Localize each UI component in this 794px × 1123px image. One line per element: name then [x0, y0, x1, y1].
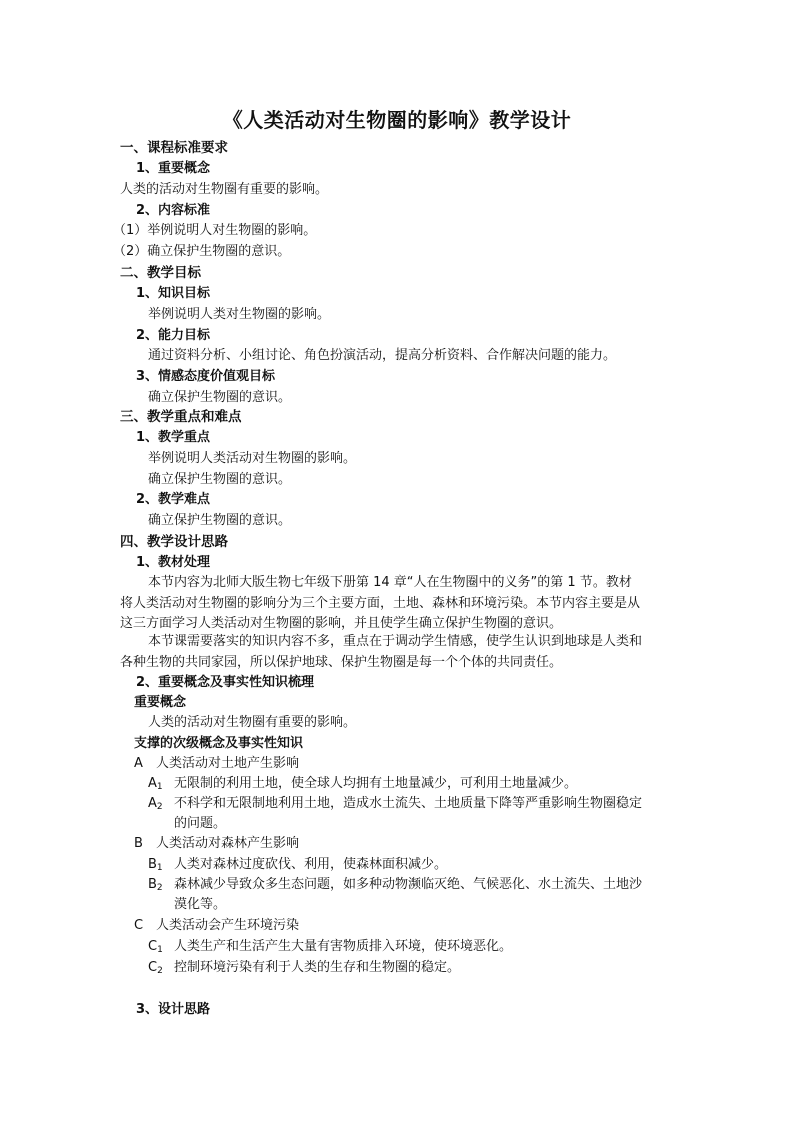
subheading-concepts: 2、重要概念及事实性知识梳理	[136, 675, 315, 690]
concept-c2: $C_2$ 控制环境污染有利于人类的生存和生物圈的稳定。	[148, 960, 461, 976]
subheading-attitude: 3、情感态度价值观目标	[136, 369, 276, 384]
body-text: 通过资料分析、小组讨论、角色扮演活动，提高分析资料、合作解决问题的能力。	[148, 348, 617, 363]
subheading-key-point: 1、教学重点	[136, 430, 211, 445]
subheading-core-concept: 1、重要概念	[136, 161, 211, 176]
subheading-design-idea: 3、设计思路	[136, 1002, 211, 1017]
concept-a: A 人类活动对土地产生影响	[134, 756, 300, 771]
concept-b2-continued: 漠化等。	[174, 897, 227, 912]
subheading-content-standard: 2、内容标准	[136, 203, 211, 218]
concept-b2: $B_2$ 森林减少导致众多生态问题，如多种动物濒临灭绝、气候恶化、水土流失、土地沙	[148, 877, 643, 893]
concept-a2-continued: 的问题。	[174, 816, 227, 831]
section-heading-design: 四、教学设计思路	[120, 534, 228, 550]
concept-b: B 人类活动对森林产生影响	[134, 836, 300, 851]
list-item: （2）确立保护生物圈的意识。	[113, 244, 291, 259]
body-text: 人类的活动对生物圈有重要的影响。	[148, 715, 357, 730]
concept-a1: $A_1$ 无限制的利用土地，使全球人均拥有土地量减少，可利用土地量减少。	[148, 776, 578, 792]
body-text: 人类的活动对生物圈有重要的影响。	[120, 182, 329, 197]
paragraph-line: 这三方面学习人类活动对生物圈的影响，并且使学生确立保护生物圈的意识。	[120, 616, 563, 631]
body-text: 确立保护生物圈的意识。	[148, 472, 292, 487]
concept-c: C 人类活动会产生环境污染	[134, 918, 300, 933]
body-text: 确立保护生物圈的意识。	[148, 390, 292, 405]
paragraph-line: 本节课需要落实的知识内容不多，重点在于调动学生情感，使学生认识到地球是人类和	[148, 634, 643, 649]
subheading-knowledge: 1、知识目标	[136, 286, 211, 301]
paragraph-line: 本节内容为北师大版生物七年级下册第 14 章“人在生物圈中的义务”的第 1 节。教材	[148, 575, 632, 590]
body-text: 确立保护生物圈的意识。	[148, 513, 292, 528]
body-text: 举例说明人类活动对生物圈的影响。	[148, 451, 357, 466]
concept-a2: $A_2$ 不科学和无限制地利用土地，造成水土流失、土地质量下降等严重影响生物圈稳定	[148, 796, 643, 812]
document-title: 《人类活动对生物圈的影响》教学设计	[222, 108, 572, 132]
label-supporting-concepts: 支撑的次级概念及事实性知识	[134, 736, 304, 751]
paragraph-line: 将人类活动对生物圈的影响分为三个主要方面，土地、森林和环境污染。本节内容主要是从	[120, 596, 641, 611]
subheading-ability: 2、能力目标	[136, 328, 211, 343]
label-core-concept: 重要概念	[134, 695, 187, 710]
concept-c1: $C_1$ 人类生产和生活产生大量有害物质排入环境，使环境恶化。	[148, 939, 513, 955]
body-text: 举例说明人类对生物圈的影响。	[148, 307, 331, 322]
section-heading-objectives: 二、教学目标	[120, 265, 201, 281]
subheading-material: 1、教材处理	[136, 555, 211, 570]
subheading-difficulty: 2、教学难点	[136, 492, 211, 507]
section-heading-key-points: 三、教学重点和难点	[120, 409, 242, 425]
concept-b1: $B_1$ 人类对森林过度砍伐、利用，使森林面积减少。	[148, 857, 448, 873]
list-item: （1）举例说明人对生物圈的影响。	[113, 223, 317, 238]
paragraph-line: 各种生物的共同家园，所以保护地球、保护生物圈是每一个个体的共同责任。	[120, 655, 563, 670]
section-heading-curriculum: 一、课程标准要求	[120, 140, 228, 156]
